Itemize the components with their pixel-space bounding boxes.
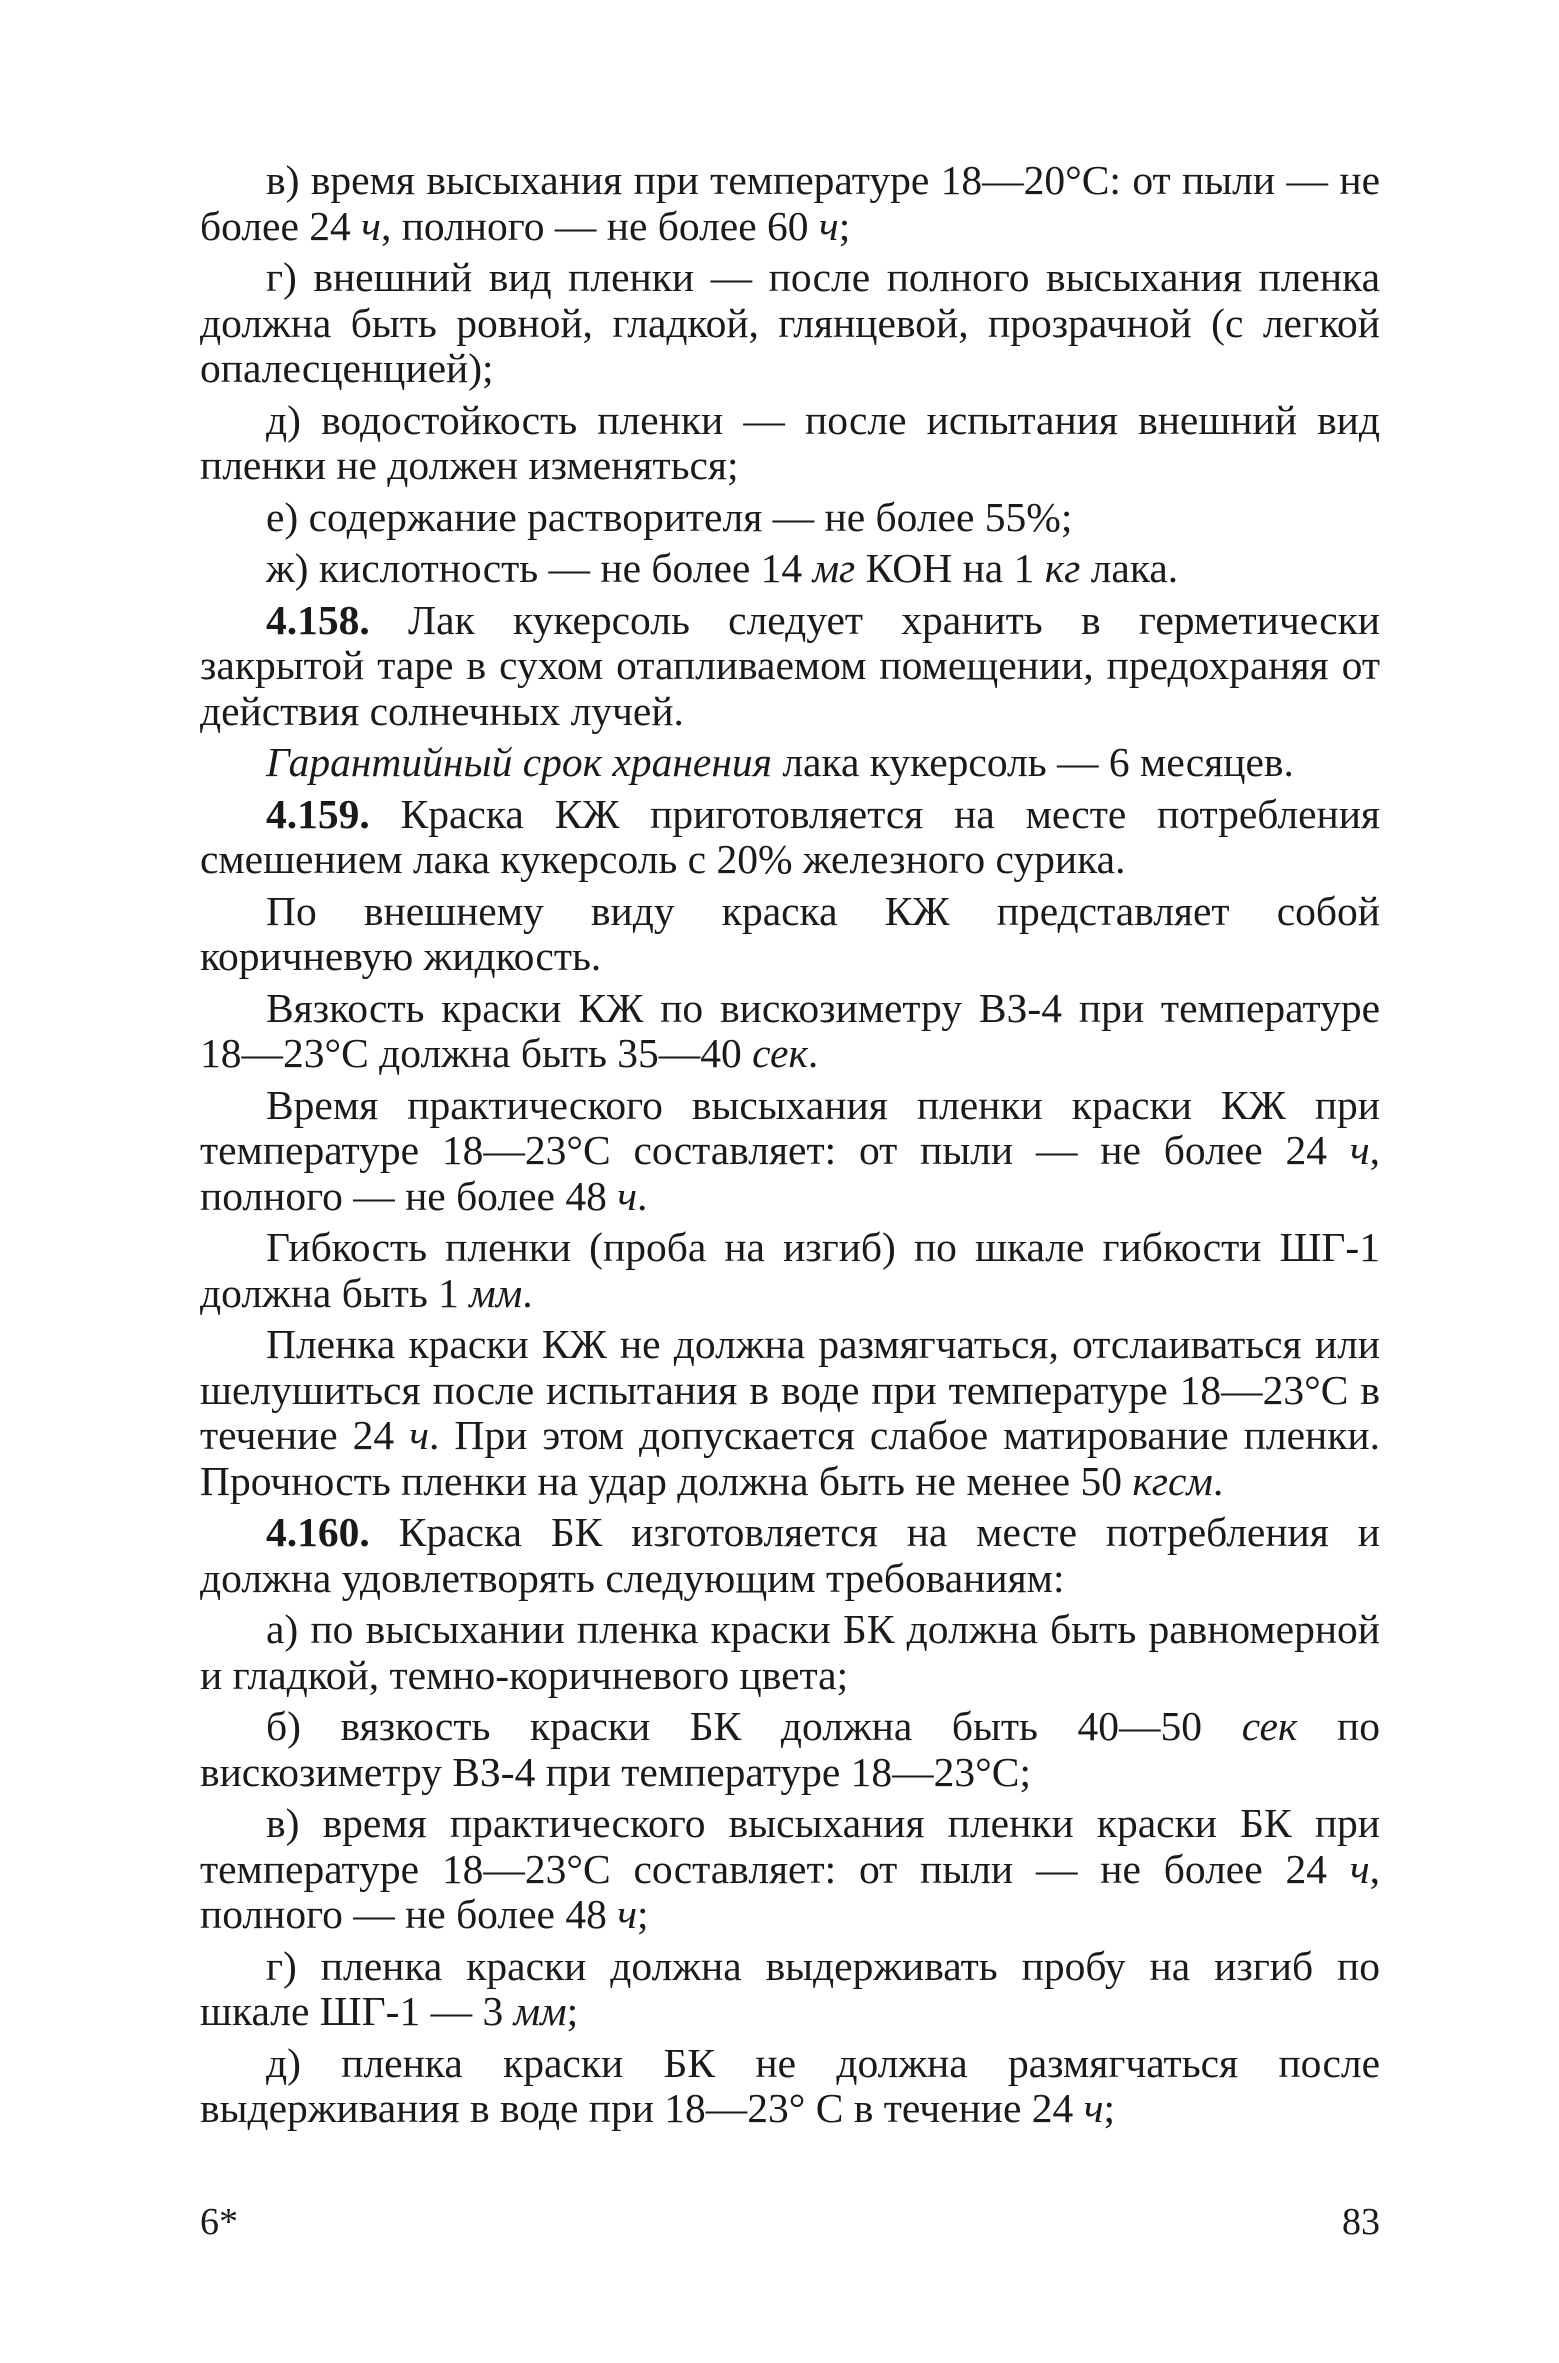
text-run: ч xyxy=(1083,2085,1104,2131)
text-run: лака кукерсоль — 6 месяцев. xyxy=(771,739,1294,785)
printer-signature-mark: 6* xyxy=(200,2201,238,2243)
text-run: г) внешний вид пленки — после полного высыхания пленка должна быть ровной, гладкой, глянцевой, прозрачной (с легкой опалесценцией); xyxy=(200,254,1380,391)
text-run: в) время высыхания при температуре 18—20°С: от пыли — не более 24 xyxy=(200,157,1380,249)
text-run: Краска БК изготовляется на месте потребления и должна удовлетворять следующим требованиям: xyxy=(200,1509,1380,1601)
text-run: а) по высыхании пленка краски БК должна быть равномерной и гладкой, темно-коричневого цвета; xyxy=(200,1606,1380,1698)
paragraph xyxy=(200,1322,1380,1504)
clause-number: 4.159. xyxy=(266,790,370,837)
paragraph xyxy=(200,495,1380,541)
text-run: Время практического высыхания пленки краски КЖ при температуре 18—23°С составляет: от пыли — не более 24 xyxy=(200,1081,1380,1173)
text-run: сек xyxy=(1241,1703,1298,1749)
text-run: мм xyxy=(513,1988,567,2034)
paragraph xyxy=(200,1944,1380,2035)
paragraph xyxy=(200,740,1380,786)
text-run: Краска КЖ приготовляется на месте потребления смешением лака кукерсоль с 20% железного сурика. xyxy=(200,790,1380,882)
clause-number: 4.158. xyxy=(266,596,370,643)
paragraph xyxy=(200,1607,1380,1698)
text-run: . xyxy=(522,1269,533,1316)
text-run: ч xyxy=(409,1412,430,1458)
text-run: ч xyxy=(818,202,839,249)
text-run: Лак кукерсоль следует хранить в герметически закрытой таре в сухом отапливаемом помещении, предохраняя от действия солнечных лучей. xyxy=(200,596,1380,734)
text-run: , полного — не более 60 xyxy=(380,202,819,249)
page-number: 83 xyxy=(1342,2201,1380,2243)
text-run: е) содержание растворителя — не более 55%; xyxy=(266,493,1073,540)
text-run: кг xyxy=(1044,545,1081,591)
text-run: КОН на 1 xyxy=(855,545,1045,591)
text-run: ч xyxy=(361,202,381,249)
text-run: д) водостойкость пленки — после испытания внешний вид пленки не должен изменяться; xyxy=(200,396,1380,488)
text-run: . При этом допускается слабое матирование пленки. Прочность пленки на удар должна быть не менее 50 xyxy=(200,1412,1380,1504)
text-run: лака. xyxy=(1080,545,1179,591)
paragraph xyxy=(200,158,1380,249)
text-run: д) пленка краски БК не должна размягчаться после выдерживания в воде при 18—23° С в течение 24 xyxy=(200,2039,1380,2131)
text-run: Пленка краски КЖ не должна размягчаться, отслаиваться или шелушиться после испытания в воде при температуре 18—23°С в течение 24 xyxy=(200,1321,1380,1458)
paragraph xyxy=(200,1225,1380,1316)
paragraph xyxy=(200,1801,1380,1938)
text-run: ч xyxy=(617,1172,638,1219)
paragraph xyxy=(200,598,1380,735)
text-run: мм xyxy=(469,1269,523,1316)
text-run: ч xyxy=(1349,1845,1370,1892)
paragraph xyxy=(200,889,1380,980)
text-run: ; xyxy=(838,202,851,249)
text-run: ; xyxy=(637,1891,649,1937)
text-run: Гарантийный срок хранения xyxy=(266,739,772,785)
text-run: ; xyxy=(566,1988,579,2034)
text-run: в) время практического высыхания пленки краски БК при температуре 18—23°С составляет: от пыли — не более 24 xyxy=(200,1800,1380,1892)
text-run: ч xyxy=(1349,1127,1370,1173)
body-text xyxy=(200,158,1380,2138)
text-run: б) вязкость краски БК должна быть 40—50 xyxy=(266,1703,1242,1749)
paragraph xyxy=(200,546,1380,592)
paragraph xyxy=(200,398,1380,489)
text-run: ж) кислотность — не более 14 xyxy=(266,545,813,591)
text-run: кгсм xyxy=(1132,1457,1213,1504)
paragraph xyxy=(200,2041,1380,2132)
text-run: По внешнему виду краска КЖ представляет собой коричневую жидкость. xyxy=(200,887,1380,979)
text-run: Гибкость пленки (проба на изгиб) по шкале гибкости ШГ-1 должна быть 1 xyxy=(200,1224,1380,1316)
paragraph xyxy=(200,986,1380,1077)
paragraph xyxy=(200,255,1380,392)
paragraph xyxy=(200,1083,1380,1220)
page-footer xyxy=(200,2200,1380,2244)
text-run: мг xyxy=(812,545,856,591)
text-run: по вискозиметру ВЗ-4 при температуре 18—23°С; xyxy=(200,1703,1380,1795)
paragraph xyxy=(200,1704,1380,1795)
text-run: ; xyxy=(1103,2085,1116,2131)
text-run: . xyxy=(1212,1457,1224,1504)
text-run: Вязкость краски КЖ по вискозиметру ВЗ-4 при температуре 18—23°С должна быть 35—40 xyxy=(200,984,1380,1076)
text-run: . xyxy=(637,1172,648,1219)
paragraph xyxy=(200,1510,1380,1601)
paragraph xyxy=(200,792,1380,883)
text-run: ч xyxy=(617,1891,638,1937)
text-run: . xyxy=(807,1030,819,1076)
text-run: , полного — не более 48 xyxy=(200,1845,1380,1937)
clause-number: 4.160. xyxy=(266,1509,370,1555)
text-run: сек xyxy=(752,1030,808,1076)
text-run: г) пленка краски должна выдерживать пробу на изгиб по шкале ШГ-1 — 3 xyxy=(200,1942,1380,2034)
text-run: , полного — не более 48 xyxy=(200,1127,1380,1219)
